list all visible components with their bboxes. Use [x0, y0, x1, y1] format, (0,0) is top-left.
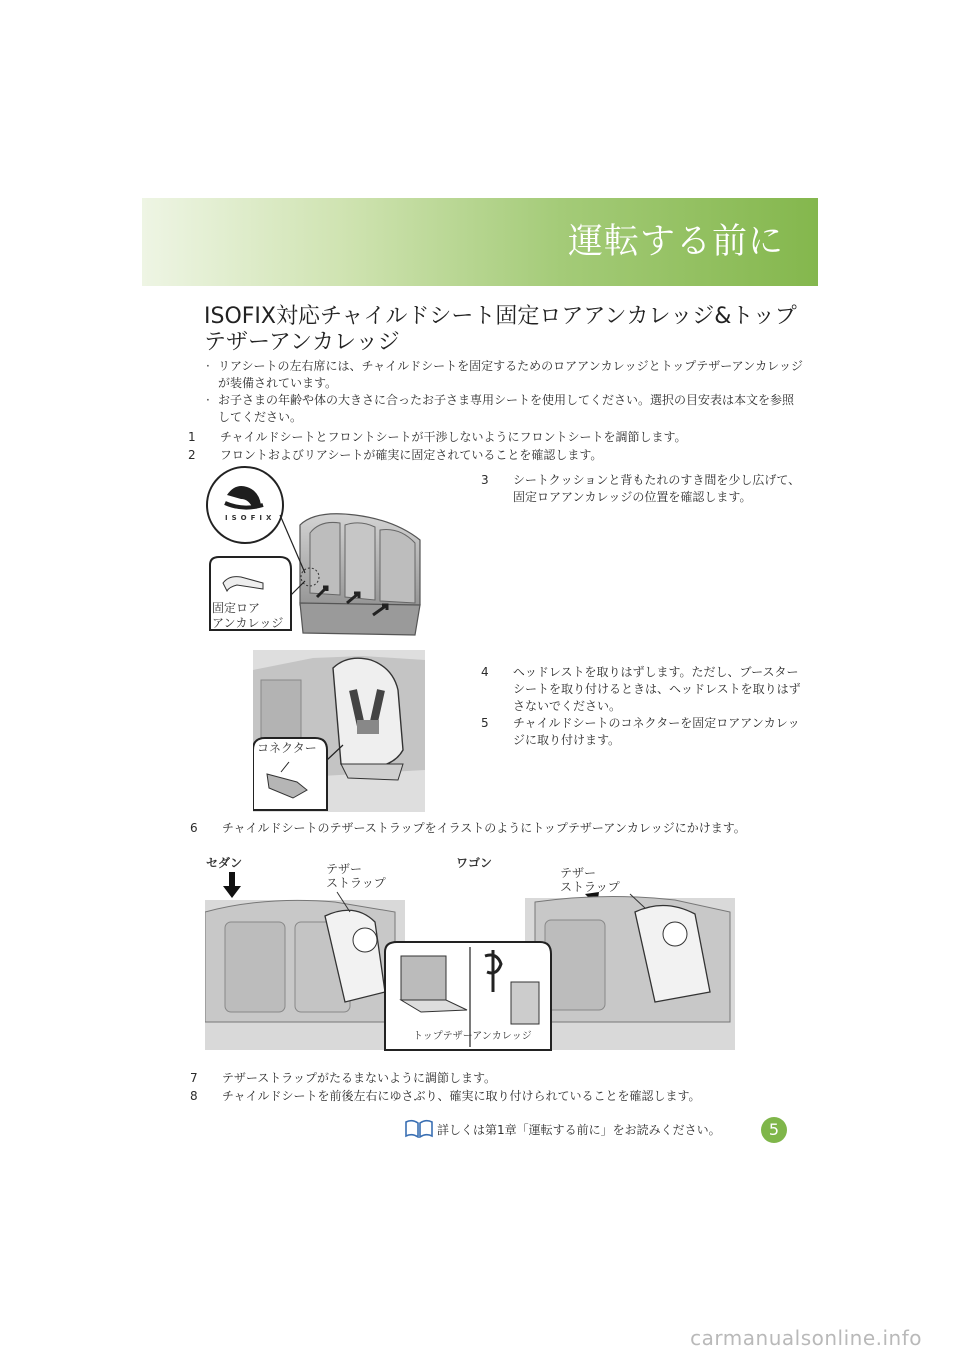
tether-strap-label-wagon-2: ストラップ — [560, 880, 620, 894]
child-seat-connector-illustration — [253, 650, 425, 812]
step-3: 3 シートクッションと背もたれのすき間を少し広げて、固定ロアアンカレッジの位置を確認します。 — [481, 473, 801, 504]
bullet-item: · お子さまの年齢や体の大きさに合ったお子さま専用シートを使用してください。選択の目安表は本文を参照してください。 — [204, 392, 804, 426]
section-banner — [142, 198, 818, 286]
step-5: 5 チャイルドシートのコネクターを固定ロアアンカレッジに取り付けます。 — [481, 716, 800, 747]
wagon-label: ワゴン — [456, 856, 493, 870]
step-7: 7 テザーストラップがたるまないように調節します。 — [190, 1071, 497, 1085]
step-1: 1 チャイルドシートとフロントシートが干渉しないようにフロントシートを調節します。 — [188, 430, 687, 444]
connector-label: コネクター — [257, 741, 317, 755]
page-number-badge: 5 — [761, 1117, 787, 1143]
lower-anchor-label-2: アンカレッジ — [212, 616, 284, 630]
page-heading: ISOFIX対応チャイルドシート固定ロアアンカレッジ&トップテザーアンカレッジ — [204, 304, 797, 355]
section-title: 運転する前に — [567, 222, 784, 262]
step-4: 4 ヘッドレストを取りはずします。ただし、ブースターシートを取り付けるときは、ヘッドレストを取りはずさないでください。 — [481, 665, 801, 713]
top-tether-anchor-label: トップテザーアンカレッジ — [413, 1031, 532, 1042]
isofix-logo-text: ISOFIX — [225, 514, 276, 522]
lower-anchor-label-1: 固定ロア — [212, 601, 261, 615]
tether-strap-label-sedan-2: ストラップ — [326, 876, 386, 890]
intro-bullets — [204, 358, 804, 426]
sedan-label: セダン — [206, 856, 243, 870]
tether-strap-label-sedan-1: テザー — [326, 862, 363, 876]
step-8: 8 チャイルドシートを前後左右にゆさぶり、確実に取り付けられていることを確認します。 — [190, 1089, 701, 1103]
book-icon — [404, 1118, 434, 1138]
step-6: 6 チャイルドシートのテザーストラップをイラストのようにトップテザーアンカレッジにかけます。 — [190, 821, 746, 835]
bullet-item: · リアシートの左右席には、チャイルドシートを固定するためのロアアンカレッジとトップテザーアンカレッジが装備されています。 — [204, 358, 804, 392]
tether-strap-label-wagon-1: テザー — [560, 866, 597, 880]
step-2: 2 フロントおよびリアシートが確実に固定されていることを確認します。 — [188, 448, 603, 462]
tether-strap-illustration — [205, 872, 735, 1052]
footer-reference-note: 詳しくは第1章「運転する前に」をお読みください。 — [437, 1123, 721, 1137]
watermark: carmanualsonline.info — [690, 1326, 922, 1350]
